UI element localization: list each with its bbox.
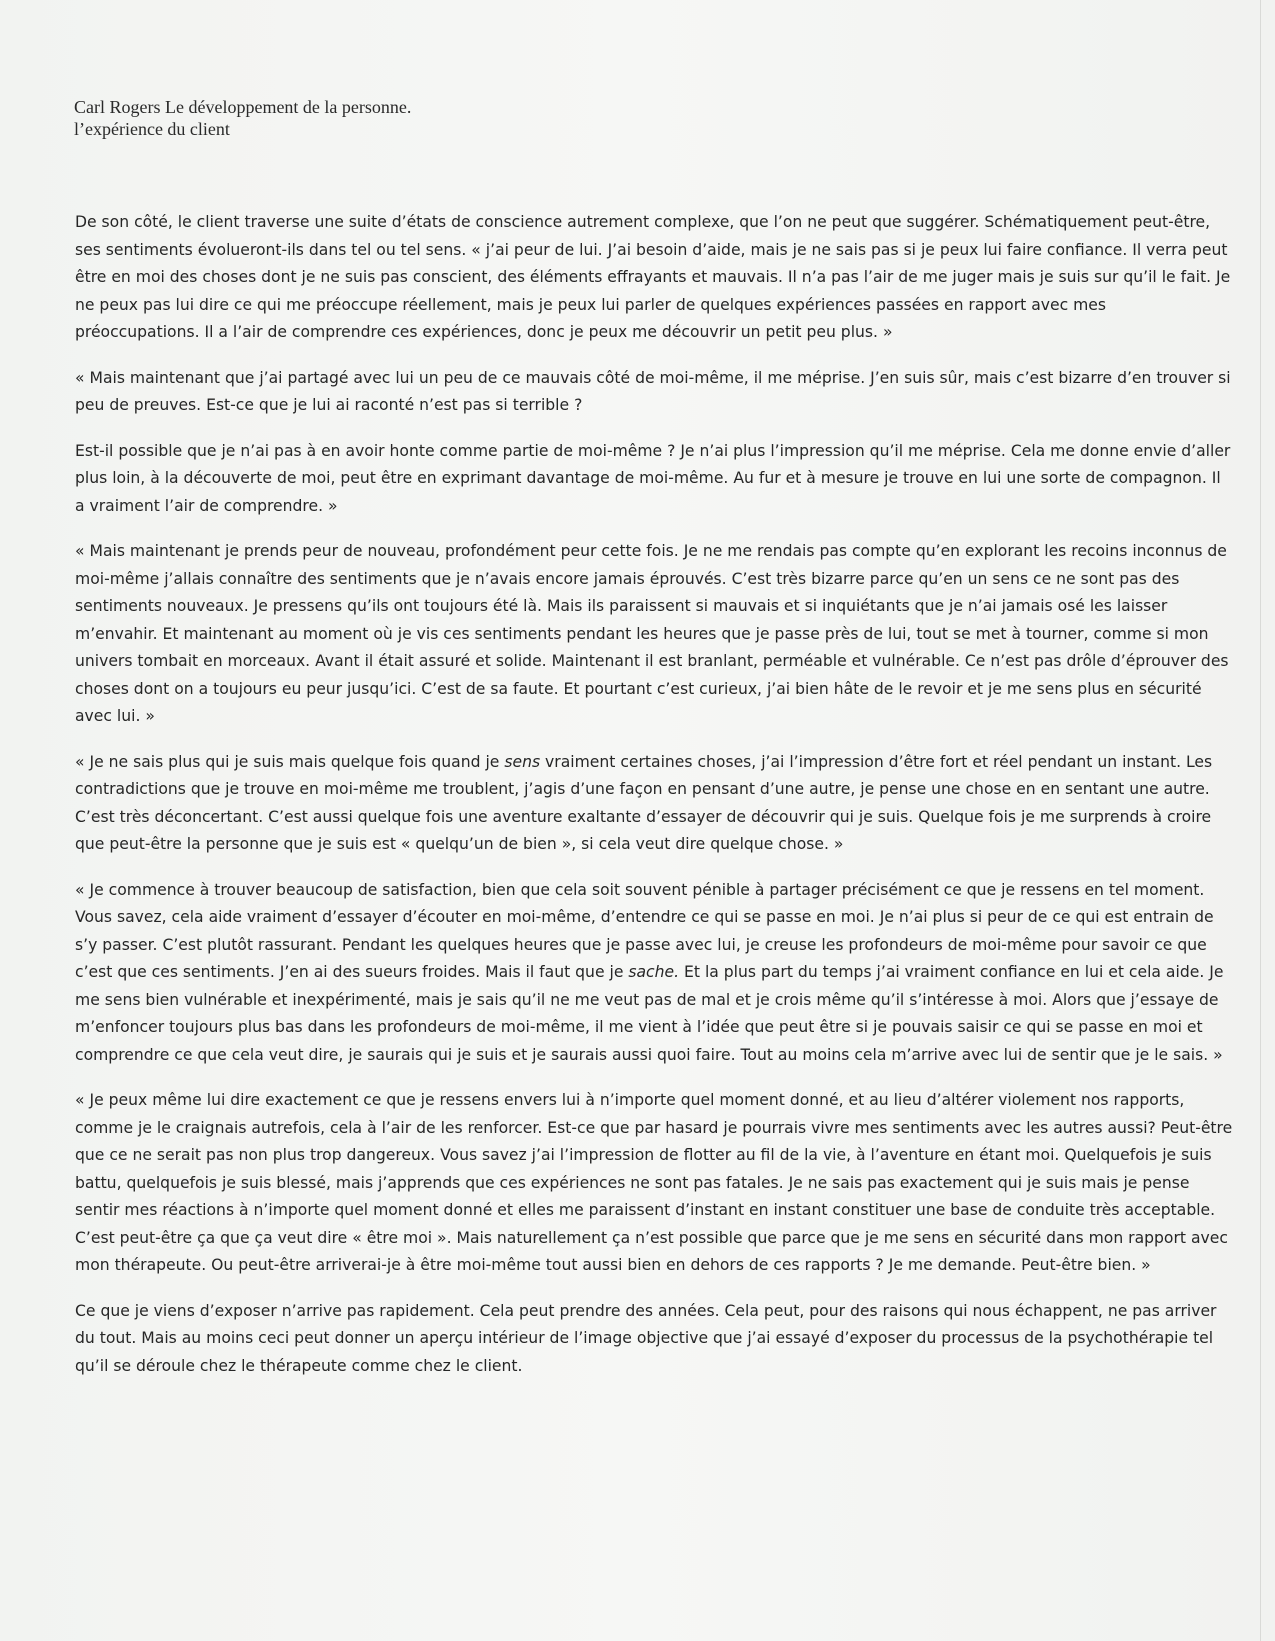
paragraph-6	[75, 877, 1233, 1070]
document-header	[74, 96, 774, 140]
paragraph-5-part-a: « Je ne sais plus qui je suis mais quelque fois quand je	[75, 752, 505, 771]
paragraph-8: Ce que je viens d’exposer n’arrive pas rapidement. Cela peut prendre des années. Cela peut, pour des raisons qui nous échappent, ne pas arriver du tout. Mais au moins ceci peut donner un aperçu intérieur de l’image objective que j’ai essayé d’exposer du processus de la psychothérapie tel qu’il se déroule chez le thérapeute comme chez le client.	[75, 1301, 1217, 1375]
paragraph-5-part-b: vraiment certaines choses, j’ai l’impression d’être fort et réel pendant un instant. Les contradictions que je trouve en moi-même me troublent, j’agis d’une façon en pensant d’une autre, je pense une chose en en sentant une autre. C’est très déconcertant. C’est aussi quelque fois une aventure exaltante d’essayer de découvrir qui je suis. Quelque fois je me surprends à croire que peut-être la personne que je suis est « quelqu’un de bien », si cela veut dire quelque chose. »	[75, 752, 1213, 853]
page-edge	[1260, 0, 1261, 1641]
paragraph-5	[75, 749, 1233, 859]
paragraph-3: Est-il possible que je n’ai pas à en avoir honte comme partie de moi-même ? Je n’ai plus l’impression qu’il me méprise. Cela me donne envie d’aller plus loin, à la découverte de moi, peut être en exprimant davantage de moi-même. Au fur et à mesure je trouve en lui une sorte de compagnon. Il a vraiment l’air de comprendre. »	[75, 441, 1231, 515]
paragraph-6-emphasis: sache.	[628, 963, 680, 981]
paragraph-7: « Je peux même lui dire exactement ce que je ressens envers lui à n’importe quel moment donné, et au lieu d’altérer violement nos rapports, comme je le craignais autrefois, cela à l’air de les renforcer. Est-ce que par hasard je pourrais vivre mes sentiments avec les autres aussi? Peut-être que ce ne serait pas non plus trop dangereux. Vous savez j’ai l’impression de flotter au fil de la vie, à l’aventure en étant moi. Quelquefois je suis battu, quelquefois je suis blessé, mais j’apprends que ces expériences ne sont pas fatales. Je ne sais pas exactement qui je suis mais je pense sentir mes réactions à n’importe quel moment donné et elles me paraissent d’instant en instant constituer une base de conduite très acceptable. C’est peut-être ça que ça veut dire « être moi ». Mais naturellement ça n’est possible que parce que je me sens en sécurité dans mon rapport avec mon thérapeute. Ou peut-être arriverai-je à être moi-même tout aussi bien en dehors de ces rapports ? Je me demande. Peut-être bien. »	[75, 1091, 1233, 1274]
paragraph-6-part-b: Et la plus part du temps j’ai vraiment confiance en lui et cela aide. Je me sens bien vulnérable et inexpérimenté, mais je sais qu’il ne me veut pas de mal et je crois même qu’il s’intéresse à moi. Alors que j’essaye de m’enfoncer toujours plus bas dans les profondeurs de moi-même, il me vient à l’idée que peut être si je pouvais saisir ce qui se passe en moi et comprendre ce que cela veut dire, je saurais qui je suis et je saurais aussi quoi faire. Tout au moins cela m’arrive avec lui de sentir que je le sais. »	[75, 963, 1224, 1064]
paragraph-2: « Mais maintenant que j’ai partagé avec lui un peu de ce mauvais côté de moi-même, il me méprise. J’en suis sûr, mais c’est bizarre d’en trouver si peu de preuves. Est-ce que je lui ai raconté n’est pas si terrible ?	[75, 368, 1231, 414]
paragraph-6-part-a: « Je commence à trouver beaucoup de satisfaction, bien que cela soit souvent pénible à partager précisément ce que je ressens en tel moment. Vous savez, cela aide vraiment d’essayer d’écouter en moi-même, d’entendre ce qui se passe en moi. Je n’ai plus si peur de ce qui est entrain de s’y passer. C’est plutôt rassurant. Pendant les quelques heures que je passe avec lui, je creuse les profondeurs de moi-même pour savoir ce que c’est que ces sentiments. J’en ai des sueurs froides. Mais il faut que je	[75, 880, 1214, 981]
header-author-title: Carl Rogers Le développement de la personne.	[74, 97, 412, 117]
document-body	[75, 209, 1233, 1398]
paragraph-4: « Mais maintenant je prends peur de nouveau, profondément peur cette fois. Je ne me rendais pas compte qu’en explorant les recoins inconnus de moi-même j’allais connaître des sentiments que je n’avais encore jamais éprouvés. C’est très bizarre parce qu’en un sens ce ne sont pas des sentiments nouveaux. Je pressens qu’ils ont toujours été là. Mais ils paraissent si mauvais et si inquiétants que je n’ai jamais osé les laisser m’envahir. Et maintenant au moment où je vis ces sentiments pendant les heures que je passe près de lui, tout se met à tourner, comme si mon univers tombait en morceaux. Avant il était assuré et solide. Maintenant il est branlant, perméable et vulnérable. Ce n’est pas drôle d’éprouver des choses dont on a toujours eu peur jusqu’ici. C’est de sa faute. Et pourtant c’est curieux, j’ai bien hâte de le revoir et je me sens plus en sécurité avec lui. »	[75, 542, 1229, 725]
paragraph-5-emphasis: sens	[504, 752, 541, 771]
header-subtitle: l’expérience du client	[74, 119, 230, 139]
paragraph-1: De son côté, le client traverse une suite d’états de conscience autrement complexe, que l’on ne peut que suggérer. Schématiquement peut-être, ses sentiments évolueront-ils dans tel ou tel sens. « j’ai peur de lui. J’ai besoin d’aide, mais je ne sais pas si je peux lui faire confiance. Il verra peut être en moi des choses dont je ne suis pas conscient, des éléments effrayants et mauvais. Il n’a pas l’air de me juger mais je suis sur qu’il le fait. Je ne peux pas lui dire ce qui me préoccupe réellement, mais je peux lui parler de quelques expériences passées en rapport avec mes préoccupations. Il a l’air de comprendre ces expériences, donc je peux me découvrir un petit peu plus. »	[75, 213, 1231, 341]
